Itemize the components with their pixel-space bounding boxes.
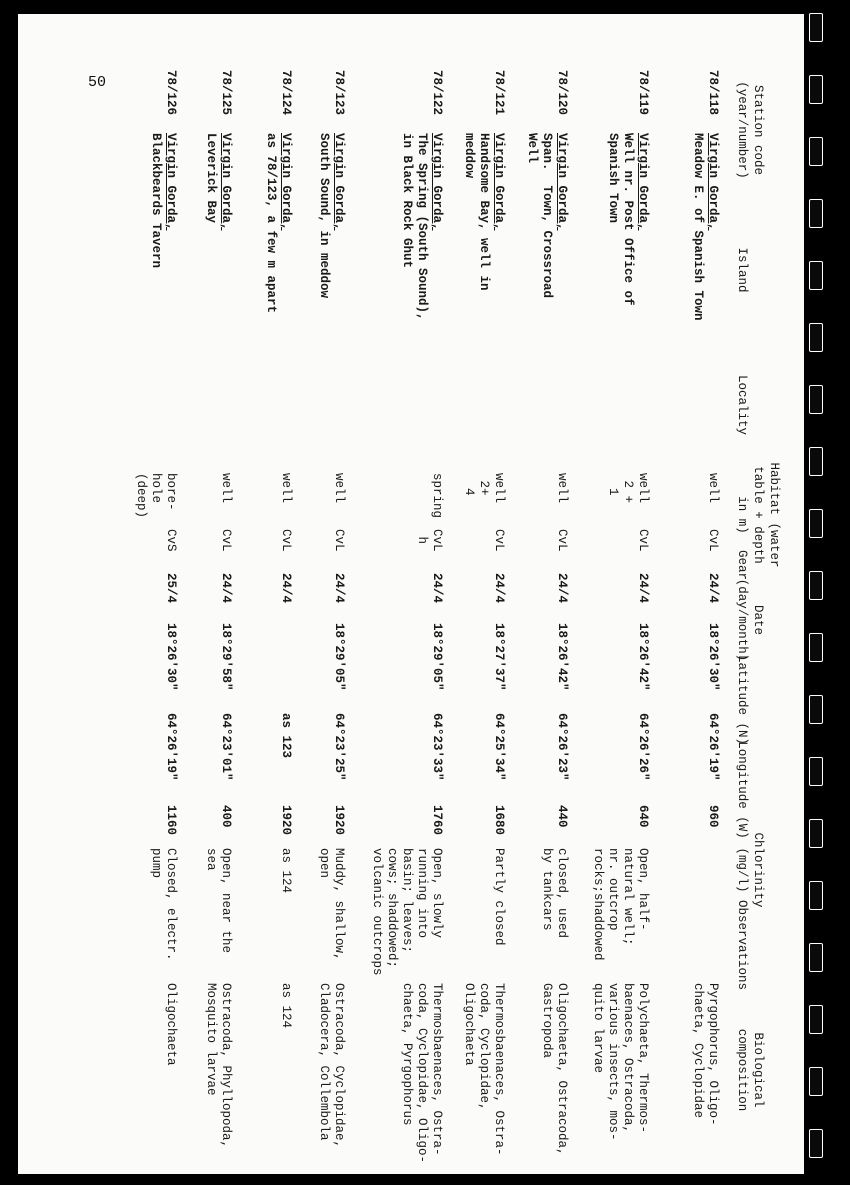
habitat-cell: well 2+ 4 [462,473,506,504]
station-code: 78/120 [555,69,569,115]
gear-cell: CvL [279,529,293,552]
station-code: 78/122 [430,69,444,115]
station-table [72,55,812,1195]
chlorinity-cell: 400 [219,805,233,828]
header-observations: Observations [735,899,749,990]
longitude-cell: 64°25'34" [492,713,506,781]
biological-cell: Polychaeta, Thermos- baenaces, Ostracoda, various insects, mos- quito larvae [591,983,650,1141]
date-cell: 24/4 [706,573,720,604]
locality-text: as 78/123, a few m apart [264,133,278,314]
gear-cell: CvS [164,529,178,552]
date-cell: 24/4 [555,573,569,604]
biological-cell: Thermosbaenaces, Ostra- coda, Cyclopidae, Oligo- chaeta, Pyrgophorus [400,983,444,1164]
longitude-cell: 64°26'19" [706,713,720,781]
locality-cell [316,133,346,463]
latitude-cell: 18°29'05" [332,623,346,691]
biological-cell: Ostracoda, Phyllopoda, Mosquito larvae [204,983,233,1149]
gear-cell: CvL [332,529,346,552]
locality-text: Meadow E. of Spanish Town [691,133,705,321]
habitat-cell: well [279,473,293,504]
island-name: Virgin Gorda, [492,133,506,231]
latitude-cell: 18°29'58" [219,623,233,691]
header-locality: Locality [735,374,749,435]
island-name: Virgin Gorda, [430,133,444,231]
date-cell: 24/4 [492,573,506,604]
habitat-cell: well 2 + 1 [606,473,650,504]
locality-cell [203,133,233,463]
longitude-cell: as 123 [279,713,293,759]
observations-cell: Open, slowly running into basin; leaves; cows; shaddowed; volcanic outcrops [370,848,444,976]
latitude-cell: 18°26'30" [706,623,720,691]
gear-cell: CvL [706,529,720,552]
date-cell: 24/4 [332,573,346,604]
island-name: Virgin Gorda, [636,133,650,231]
habitat-cell: spring [430,473,444,519]
header-biological: Biological composition [735,1028,765,1112]
date-cell: 25/4 [164,573,178,604]
observations-cell: Closed, electr. pump [149,848,178,961]
locality-cell [524,133,569,463]
observations-cell: closed, used by tankcars [540,848,569,939]
longitude-cell: 64°26'23" [555,713,569,781]
island-name: Virgin Gorda, [332,133,346,231]
chlorinity-cell: 1760 [430,805,444,836]
biological-cell: Thermosbaenaces, Ostra- coda, Cyclopidae, Oligochaeta [462,983,506,1156]
latitude-cell: 18°26'30" [164,623,178,691]
biological-cell: Ostracoda, Cyclopidae, Cladocera, Collembola [317,983,346,1149]
locality-cell [690,133,720,463]
locality-cell [461,133,506,463]
locality-text: Leverick Bay [204,133,218,224]
header-date: Date (day/month) [735,578,765,662]
locality-text: The Spring (South Sound), in Black Rock Ghut [400,133,429,321]
date-cell: 24/4 [279,573,293,604]
biological-cell: Oligochaeta [164,983,178,1066]
longitude-cell: 64°23'25" [332,713,346,781]
gear-cell: CvL [555,529,569,552]
observations-cell: Open, near the sea [204,848,233,954]
station-code: 78/119 [636,69,650,115]
island-name: Virgin Gorda, [164,133,178,231]
chlorinity-cell: 1160 [164,805,178,836]
island-name: Virgin Gorda, [219,133,233,231]
header-station-code: Station code (year/number) [735,81,765,179]
habitat-cell: well [219,473,233,504]
station-code: 78/123 [332,69,346,115]
date-cell: 24/4 [219,573,233,604]
chlorinity-cell: 1680 [492,805,506,836]
locality-text: Well nr. Post Office of Spanish Town [606,133,635,306]
locality-cell [399,133,444,463]
chlorinity-cell: 440 [555,805,569,828]
header-gear: Gear [735,549,749,580]
habitat-cell: well [332,473,346,504]
gear-cell: CvL [636,529,650,552]
observations-cell: Open, half- natural well; nr. outcrop rocks;shaddowed [591,848,650,961]
biological-cell: Oligochaeta, Ostracoda, Gastropoda [540,983,569,1156]
chlorinity-cell: 960 [706,805,720,828]
locality-cell [148,133,178,463]
observations-cell: Partly closed [492,848,506,946]
island-name: Virgin Gorda, [279,133,293,231]
header-latitude: Latitude (N) [735,654,749,745]
date-cell: 24/4 [636,573,650,604]
locality-text: South Sound, in meddow [317,133,331,299]
latitude-cell: 18°26'42" [555,623,569,691]
station-code: 78/125 [219,69,233,115]
header-island: Island [735,247,749,293]
station-code: 78/118 [706,69,720,115]
header-habitat: Habitat (water table + depth in m) [735,462,781,568]
station-code: 78/126 [164,69,178,115]
biological-cell: Pyrgophorus, Oligo- chaeta, Cyclopidae [691,983,720,1126]
locality-cell [263,133,293,463]
observations-cell: Muddy, shallow, open [317,848,346,961]
locality-text: Handsome Bay, well in meddow [462,133,491,291]
gear-cell: CvL [492,529,506,552]
latitude-cell: 18°27'37" [492,623,506,691]
longitude-cell: 64°26'26" [636,713,650,781]
chlorinity-cell: 1920 [279,805,293,836]
habitat-cell: well [555,473,569,504]
longitude-cell: 64°23'33" [430,713,444,781]
locality-cell [605,133,650,463]
island-name: Virgin Gorda, [555,133,569,231]
habitat-cell: well [706,473,720,504]
locality-text: Blackbeards Tavern [149,133,163,269]
header-longitude: Longitude (W) [735,741,749,839]
station-code: 78/121 [492,69,506,115]
chlorinity-cell: 1920 [332,805,346,836]
habitat-cell: bore- hole (deep) [134,473,178,519]
binding-hole [810,14,822,41]
biological-cell: as 124 [279,983,293,1029]
longitude-cell: 64°26'19" [164,713,178,781]
date-cell: 24/4 [430,573,444,604]
page-number: 50 [88,74,107,91]
longitude-cell: 64°23'01" [219,713,233,781]
observations-cell: as 124 [279,848,293,894]
station-code: 78/124 [279,69,293,115]
gear-cell: CvL h [415,529,444,552]
chlorinity-cell: 640 [636,805,650,828]
latitude-cell: 18°26'42" [636,623,650,691]
island-name: Virgin Gorda, [706,133,720,231]
locality-text: Span. Town, Crossroad Well [525,133,554,299]
header-chlorinity: Chlorinity (mg/l) [735,832,765,908]
gear-cell: CvL [219,529,233,552]
latitude-cell: 18°29'05" [430,623,444,691]
